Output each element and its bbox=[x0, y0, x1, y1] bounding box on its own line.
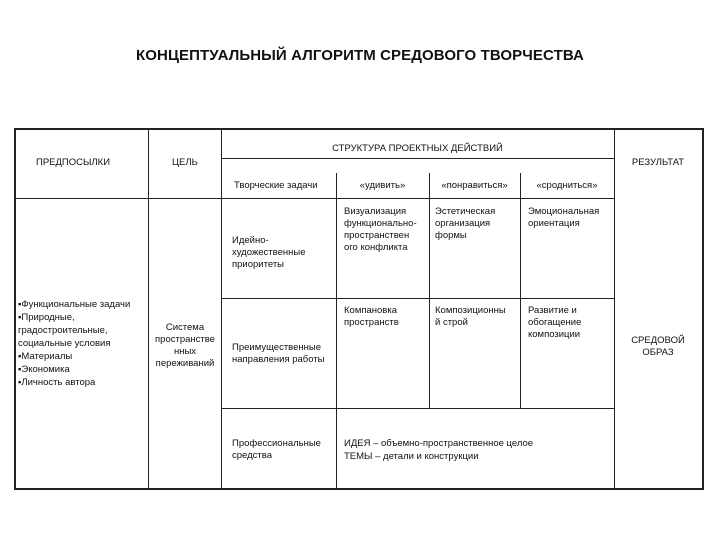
divider-row-directions bbox=[221, 408, 614, 409]
row-ideas-label: Идейно- художественные приоритеты bbox=[232, 235, 306, 270]
row-directions-surprise: Компановка пространств bbox=[344, 305, 399, 328]
row-means-label: Профессиональные средства bbox=[232, 438, 321, 461]
row-ideas-please: Эстетическая организация формы bbox=[435, 206, 496, 241]
subheader-please: «понравиться» bbox=[441, 180, 508, 191]
row-directions-relate: Развитие и обогащение композиции bbox=[528, 305, 582, 340]
row-ideas-surprise: Визуализация функционально- пространствен ого конфликта bbox=[344, 206, 417, 253]
divider-surprise-please bbox=[429, 173, 430, 408]
subheader-relate: «сродниться» bbox=[536, 180, 598, 191]
header-structure: СТРУКТУРА ПРОЕКТНЫХ ДЕЙСТВИЙ bbox=[332, 143, 503, 154]
subheader-surprise: «удивить» bbox=[359, 180, 406, 191]
divider-structure-header bbox=[221, 158, 614, 159]
header-goal: ЦЕЛЬ bbox=[172, 157, 198, 168]
divider-subheader-row bbox=[14, 198, 614, 199]
header-preconditions: ПРЕДПОСЫЛКИ bbox=[36, 157, 111, 168]
page-title: КОНЦЕПТУАЛЬНЫЙ АЛГОРИТМ СРЕДОВОГО ТВОРЧЕСТВА bbox=[136, 47, 584, 64]
preconditions-list: ▪Функциональные задачи ▪Природные, градостроительные, социальные условия ▪Материалы ▪Экономика ▪Личность автора bbox=[18, 299, 131, 388]
row-means-text: ИДЕЯ – объемно-пространственное целое ТЕМЫ – детали и конструкции bbox=[344, 438, 534, 462]
result-text: СРЕДОВОЙ ОБРАЗ bbox=[631, 335, 685, 358]
divider-row-ideas bbox=[221, 298, 614, 299]
goal-text: Система пространстве нных переживаний bbox=[155, 322, 215, 369]
divider-goal-structure bbox=[221, 128, 222, 490]
divider-preconditions-goal bbox=[148, 128, 149, 490]
divider-please-relate bbox=[520, 173, 521, 408]
row-directions-please: Композиционны й строй bbox=[435, 305, 506, 328]
divider-structure-result bbox=[614, 128, 615, 490]
row-directions-label: Преимущественные направления работы bbox=[232, 342, 325, 365]
header-result: РЕЗУЛЬТАТ bbox=[631, 157, 685, 168]
subheader-creative-tasks: Творческие задачи bbox=[234, 180, 318, 191]
row-ideas-relate: Эмоциональная ориентация bbox=[528, 206, 600, 229]
divider-tasks-surprise bbox=[336, 173, 337, 490]
